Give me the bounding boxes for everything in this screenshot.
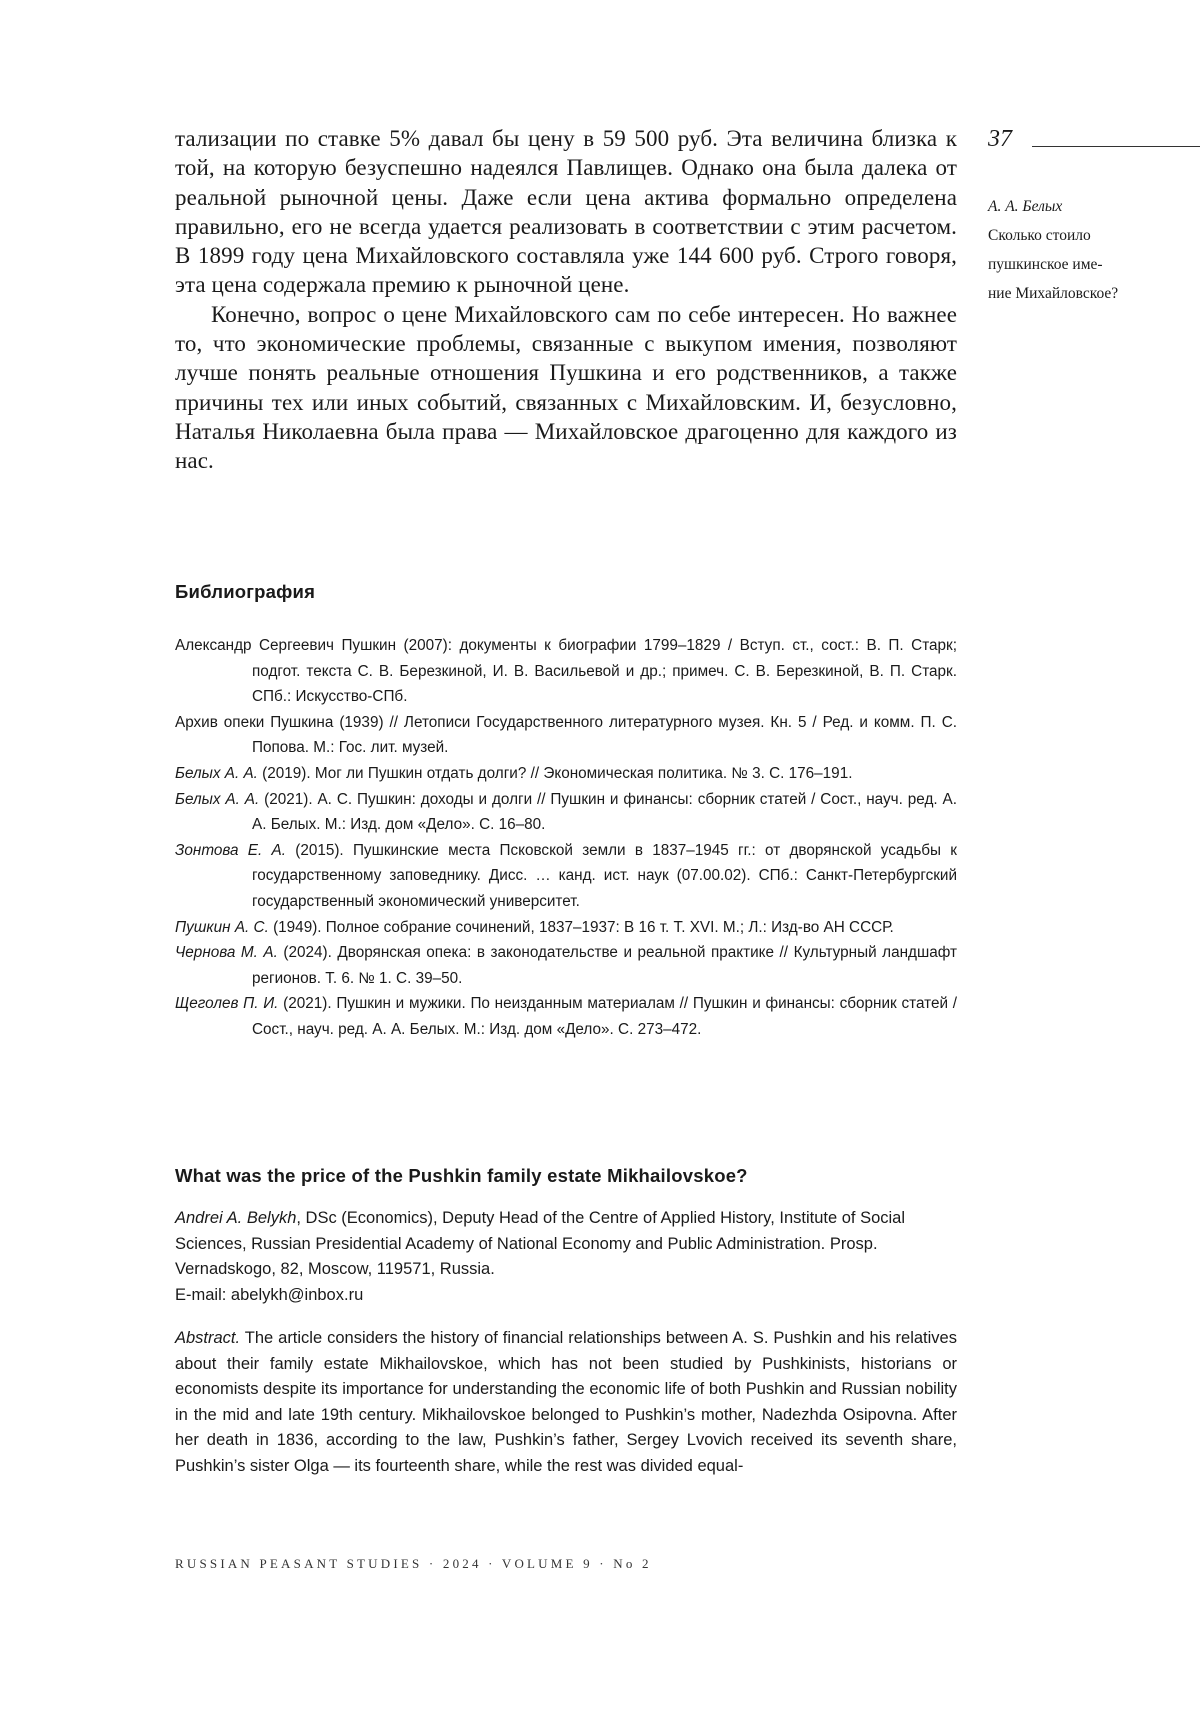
author-info	[175, 1206, 957, 1308]
entry-text: Архив опеки Пушкина (1939) // Летописи Государственного литературного музея. Кн. 5 / Ред. и комм. П. С. Попова. М.: Гос. лит. музей.	[175, 714, 957, 757]
running-head-title-line: ние Михайловское?	[988, 279, 1188, 308]
bibliography-entry	[175, 991, 957, 1042]
bibliography-entry	[175, 633, 957, 710]
running-head-title-line: Сколько стоило	[988, 221, 1188, 250]
entry-text: (1949). Полное собрание сочинений, 1837–1937: В 16 т. Т. XVI. М.; Л.: Изд-во АН СССР.	[269, 919, 894, 936]
entry-text: (2015). Пушкинские места Псковской земли в 1837–1945 гг.: от дворянской усадьбы к государственному заповеднику. Дисс. … канд. ист. наук (07.00.02). СПб.: Санкт-Петербургский государственный экономический университет.	[252, 842, 957, 910]
running-head	[988, 192, 1188, 308]
affiliation-text: , DSc (Economics), Deputy Head of the Centre of Applied History, Institute of Social Sciences, Russian Presidential Academy of National Economy and Public Administration. Prosp. Vernadskogo, 82, Moscow, 119571, Russia.	[175, 1209, 905, 1278]
entry-text: (2021). Пушкин и мужики. По неизданным материалам // Пушкин и финансы: сборник статей / Сост., науч. ред. А. А. Белых. М.: Изд. дом «Дело». С. 273–472.	[252, 995, 957, 1038]
abstract	[175, 1326, 957, 1479]
bibliography-entry	[175, 710, 957, 761]
entry-author: Пушкин А. С.	[175, 919, 269, 936]
bibliography-list	[175, 633, 957, 1043]
body-paragraph: тализации по ставке 5% давал бы цену в 59 500 руб. Эта величина близка к той, на которую безуспешно надеялся Павлищев. Однако она была далека от реальной рыночной цены. Даже если цена актива формально определена правильно, его не всегда удается реализовать в соответствии с этим расчетом. В 1899 году цена Михайловского составляла уже 144 600 руб. Строго говоря, эта цена содержала премию к рыночной цене.	[175, 124, 957, 300]
bibliography-entry	[175, 940, 957, 991]
entry-text: (2024). Дворянская опека: в законодательстве и реальной практике // Культурный ландшафт регионов. Т. 6. № 1. С. 39–50.	[252, 944, 957, 987]
author-email: E-mail: abelykh@inbox.ru	[175, 1283, 957, 1309]
entry-author: Зонтова Е. А.	[175, 842, 286, 859]
author-name: Andrei A. Belykh	[175, 1209, 296, 1227]
running-head-author: А. А. Белых	[988, 192, 1188, 221]
author-affiliation	[175, 1206, 957, 1283]
bibliography-entry	[175, 838, 957, 915]
bibliography-heading: Библиография	[175, 581, 315, 603]
abstract-text: The article considers the history of financial relationships between A. S. Pushkin and his relatives about their family estate Mikhailovskoe, which has not been studied by Pushkinists, historians or economists despite its importance for understanding the economic life of both Pushkin and Russian nobility in the mid and late 19th century. Mikhailovskoe belonged to Pushkin’s mother, Nadezhda Osipovna. After her death in 1836, according to the law, Pushkin’s father, Sergey Lvovich received its seventh share, Pushkin’s sister Olga — its fourteenth share, while the rest was divided equal-	[175, 1329, 957, 1475]
entry-author: Чернова М. А.	[175, 944, 278, 961]
journal-footer: RUSSIAN PEASANT STUDIES · 2024 · VOLUME 9 · No 2	[175, 1556, 652, 1572]
entry-text: Александр Сергеевич Пушкин (2007): документы к биографии 1799–1829 / Вступ. ст., сост.: В. П. Старк; подгот. текста С. В. Березкиной, И. В. Васильевой и др.; примеч. С. В. Березкиной, В. П. Старк. СПб.: Искусство-СПб.	[175, 637, 957, 705]
running-head-title-line: пушкинское име-	[988, 250, 1188, 279]
bibliography-entry	[175, 787, 957, 838]
body-paragraph: Конечно, вопрос о цене Михайловского сам по себе интересен. Но важнее то, что экономические проблемы, связанные с выкупом имения, позволяют лучше понять реальные отношения Пушкина и его родственников, а также причины тех или иных событий, связанных с Михайловским. И, безусловно, Наталья Николаевна была права — Михайловское драгоценно для каждого из нас.	[175, 300, 957, 476]
page-number-rule	[1032, 146, 1200, 147]
english-title: What was the price of the Pushkin family estate Mikhailovskoe?	[175, 1165, 748, 1187]
entry-author: Белых А. А.	[175, 791, 259, 808]
page-number: 37	[988, 126, 1012, 153]
body-text	[175, 124, 957, 476]
entry-author: Белых А. А.	[175, 765, 258, 782]
bibliography-entry	[175, 761, 957, 787]
entry-author: Щеголев П. И.	[175, 995, 278, 1012]
bibliography-entry	[175, 915, 957, 941]
entry-text: (2021). А. С. Пушкин: доходы и долги // Пушкин и финансы: сборник статей / Сост., науч. ред. А. А. Белых. М.: Изд. дом «Дело». С. 16–80.	[252, 791, 957, 834]
entry-text: (2019). Мог ли Пушкин отдать долги? // Экономическая политика. № 3. С. 176–191.	[258, 765, 853, 782]
abstract-label: Abstract.	[175, 1329, 240, 1347]
